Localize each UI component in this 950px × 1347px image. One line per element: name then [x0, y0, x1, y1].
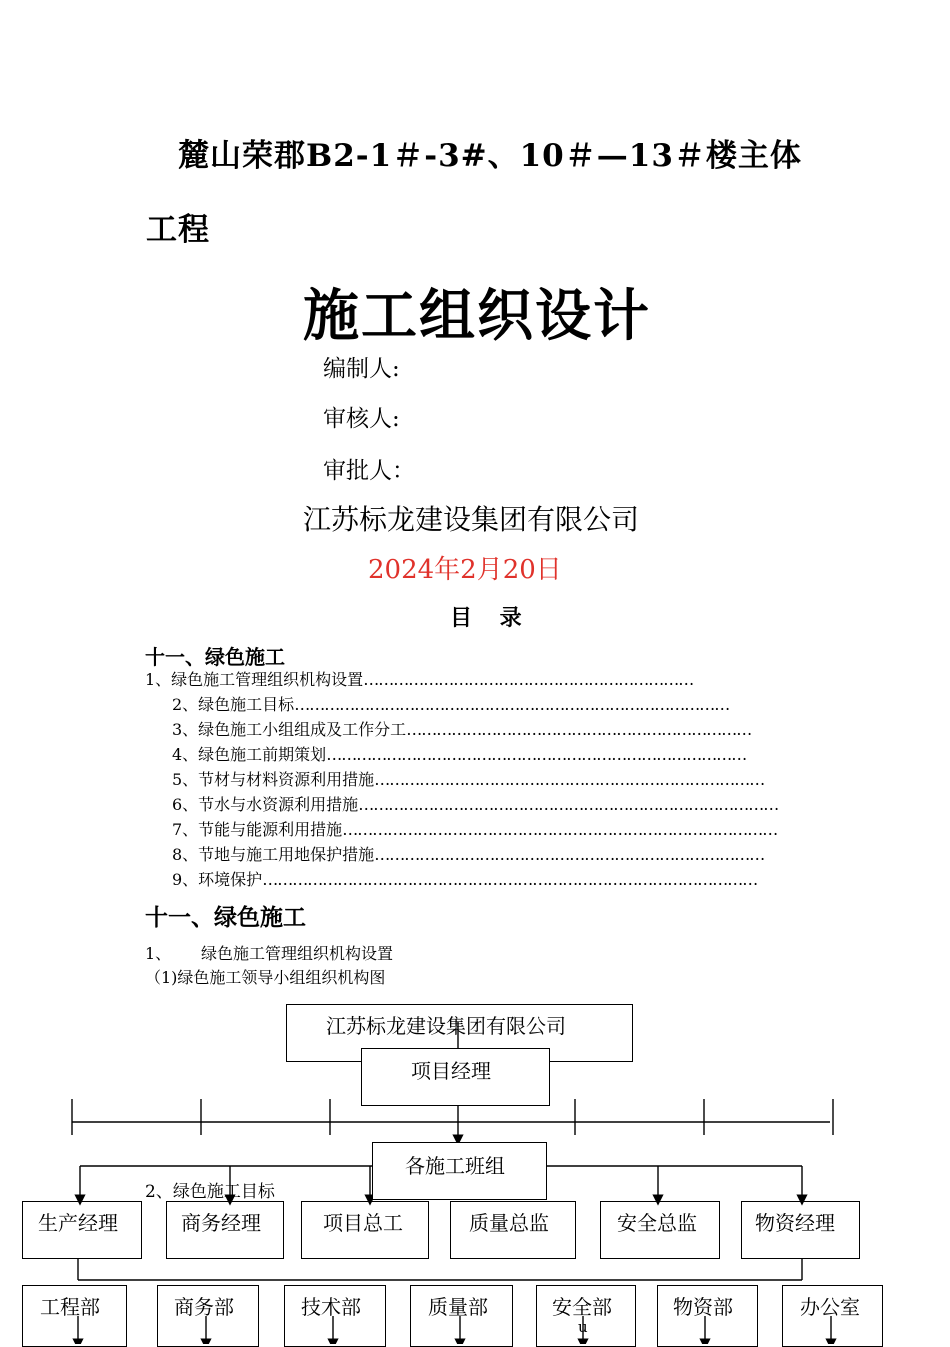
overlap-heading-2: 2、绿色施工目标	[145, 1182, 275, 1202]
document-title-line-1: 麓山荣郡B2-1＃-3#、10＃—13＃楼主体	[178, 138, 802, 174]
toc-item[interactable]: 2、绿色施工目标……………………………………………………………………………	[172, 695, 730, 714]
company-name: 江苏标龙建设集团有限公司	[303, 503, 640, 536]
toc-item[interactable]: 8、节地与施工用地保护措施……………………………………………………………………	[172, 845, 765, 864]
prepared-by-label: 编制人:	[323, 356, 400, 382]
reviewed-by-label: 审核人:	[323, 406, 400, 432]
org-label-quality-director: 质量总监	[469, 1211, 549, 1235]
org-label-engineering-dept: 工程部	[40, 1295, 100, 1319]
org-label-commercial-manager: 商务经理	[181, 1211, 261, 1235]
document-title-line-2: 工程	[146, 212, 210, 248]
toc-item[interactable]: 1、绿色施工管理组织机构设置…………………………………………………………	[145, 670, 694, 689]
toc-item[interactable]: 9、环境保护………………………………………………………………………………………	[172, 870, 758, 889]
subsection-number: 1、	[145, 944, 172, 963]
toc-chapter: 十一、绿色施工	[145, 645, 285, 669]
section-heading: 十一、绿色施工	[145, 905, 306, 931]
toc-item[interactable]: 7、节能与能源利用措施……………………………………………………………………………	[172, 820, 778, 839]
org-label-quality-dept: 质量部	[428, 1295, 488, 1319]
toc-item[interactable]: 4、绿色施工前期策划…………………………………………………………………………	[172, 745, 747, 764]
main-title: 施工组织设计	[303, 284, 651, 349]
subsection-1-1: （1)绿色施工领导小组组织机构图	[145, 968, 386, 987]
org-label-company: 江苏标龙建设集团有限公司	[326, 1014, 566, 1038]
document-date: 2024年2月20日	[368, 555, 562, 585]
toc-item[interactable]: 6、节水与水资源利用措施…………………………………………………………………………	[172, 795, 779, 814]
org-label-chief-engineer: 项目总工	[323, 1211, 403, 1235]
org-label-safety-dept: 安全部	[552, 1295, 612, 1319]
org-label-materials-dept: 物资部	[673, 1295, 733, 1319]
toc-title: 目 录	[450, 606, 532, 631]
org-label-production-manager: 生产经理	[38, 1211, 118, 1235]
org-label-office: 办公室	[800, 1295, 860, 1319]
subsection-title: 绿色施工管理组织机构设置	[201, 944, 394, 963]
stray-char: u	[578, 1318, 588, 1336]
org-label-technical-dept: 技术部	[301, 1295, 361, 1319]
org-label-teams: 各施工班组	[405, 1154, 505, 1178]
toc-item[interactable]: 3、绿色施工小组组成及工作分工……………………………………………………………	[172, 720, 752, 739]
org-label-commercial-dept: 商务部	[174, 1295, 234, 1319]
org-label-materials-manager: 物资经理	[755, 1211, 835, 1235]
org-label-project-manager: 项目经理	[411, 1059, 491, 1083]
toc-item[interactable]: 5、节材与材料资源利用措施……………………………………………………………………	[172, 770, 765, 789]
approved-by-label: 审批人：	[323, 458, 415, 484]
org-label-safety-director: 安全总监	[617, 1211, 697, 1235]
